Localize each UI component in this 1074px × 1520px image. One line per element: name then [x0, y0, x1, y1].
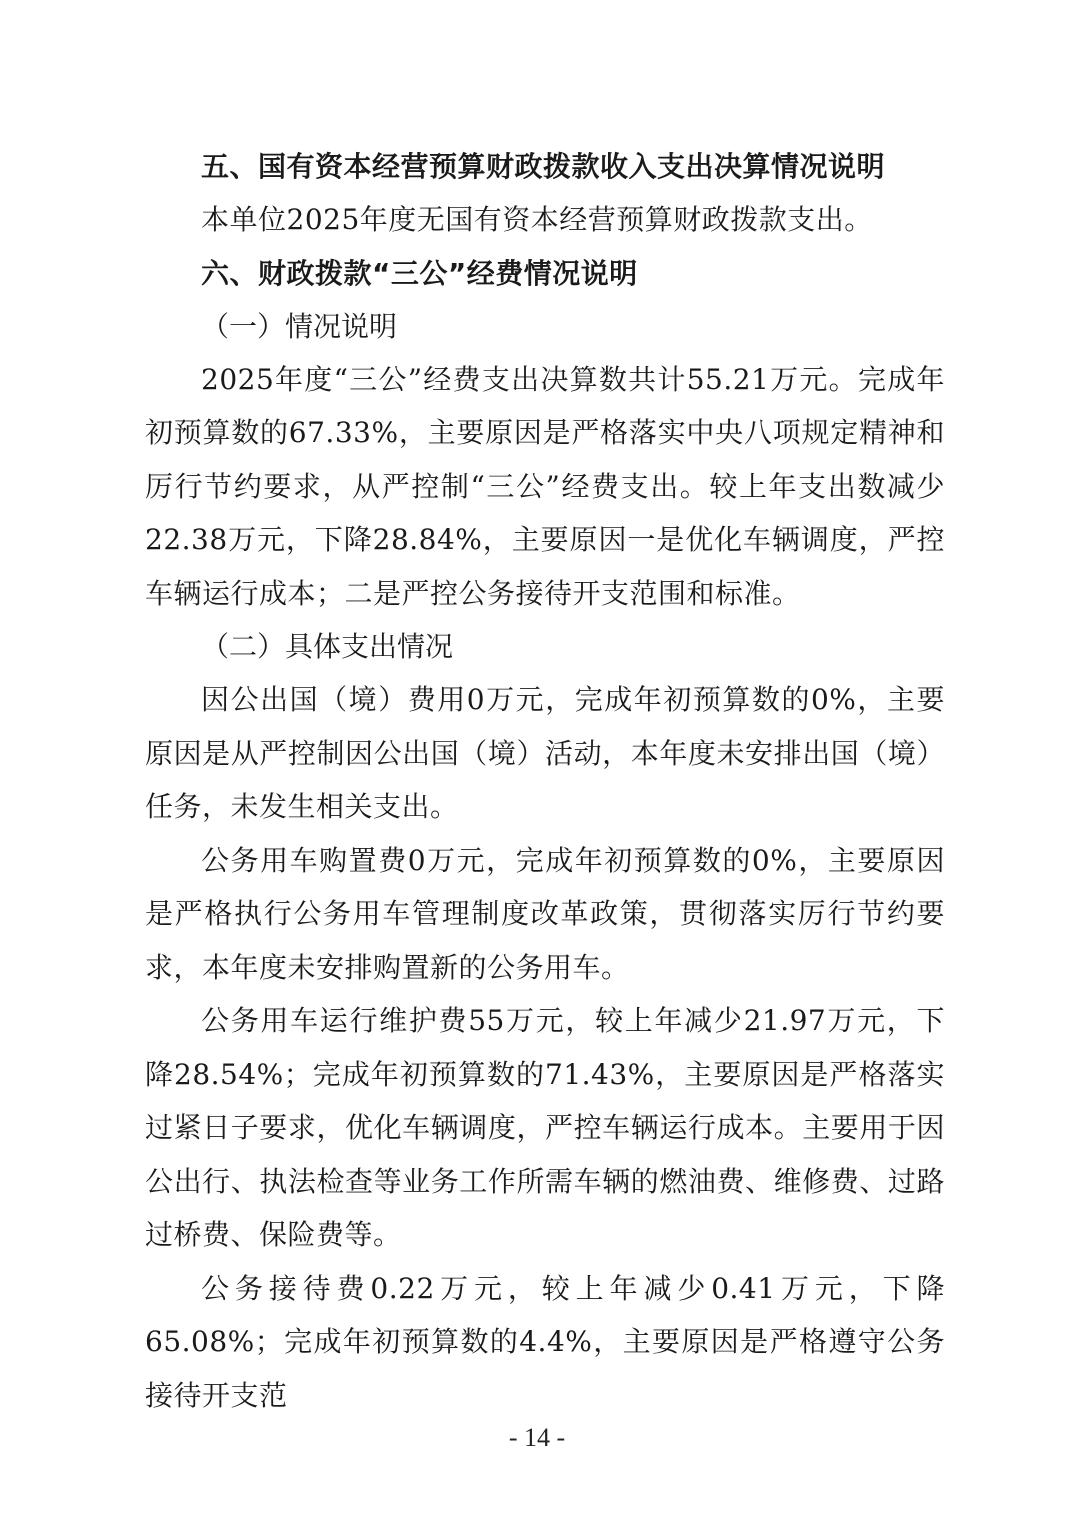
document-page	[145, 140, 945, 1422]
section-heading-5: 五、国有资本经营预算财政拨款收入支出决算情况说明	[201, 150, 886, 183]
paragraph-overview: 2025年度“三公”经费支出决算数共计55.21万元。完成年初预算数的67.33%，主要原因是严格落实中央八项规定精神和厉行节约要求，从严控制“三公”经费支出。较上年支出数减少22.38万元，下降28.84%，主要原因一是优化车辆调度，严控车辆运行成本；二是严控公务接待开支范围和标准。	[145, 362, 945, 610]
paragraph-reception-expenses: 公务接待费0.22万元，较上年减少0.41万元，下降65.08%；完成年初预算数的4.4%，主要原因是严格遵守公务接待开支范	[145, 1271, 945, 1412]
page-number: - 14 -	[508, 1423, 566, 1452]
paragraph-vehicle-operation: 公务用车运行维护费55万元，较上年减少21.97万元，下降28.54%；完成年初预算数的71.43%，主要原因是严格落实过紧日子要求，优化车辆调度，严控车辆运行成本。主要用于因公出行、执法检查等业务工作所需车辆的燃油费、维修费、过路过桥费、保险费等。	[145, 1004, 945, 1251]
paragraph-abroad-expenses: 因公出国（境）费用0万元，完成年初预算数的0%，主要原因是从严控制因公出国（境）活动，本年度未安排出国（境）任务，未发生相关支出。	[145, 683, 945, 823]
section-heading-6: 六、财政拨款“三公”经费情况说明	[201, 256, 638, 290]
subsection-heading-details: （二）具体支出情况	[201, 630, 454, 663]
paragraph-vehicle-purchase: 公务用车购置费0万元，完成年初预算数的0%，主要原因是严格执行公务用车管理制度改革政策，贯彻落实厉行节约要求，本年度未安排购置新的公务用车。	[145, 843, 945, 984]
paragraph-state-capital-budget: 本单位2025年度无国有资本经营预算财政拨款支出。	[201, 203, 873, 236]
subsection-heading-overview: （一）情况说明	[201, 309, 398, 343]
